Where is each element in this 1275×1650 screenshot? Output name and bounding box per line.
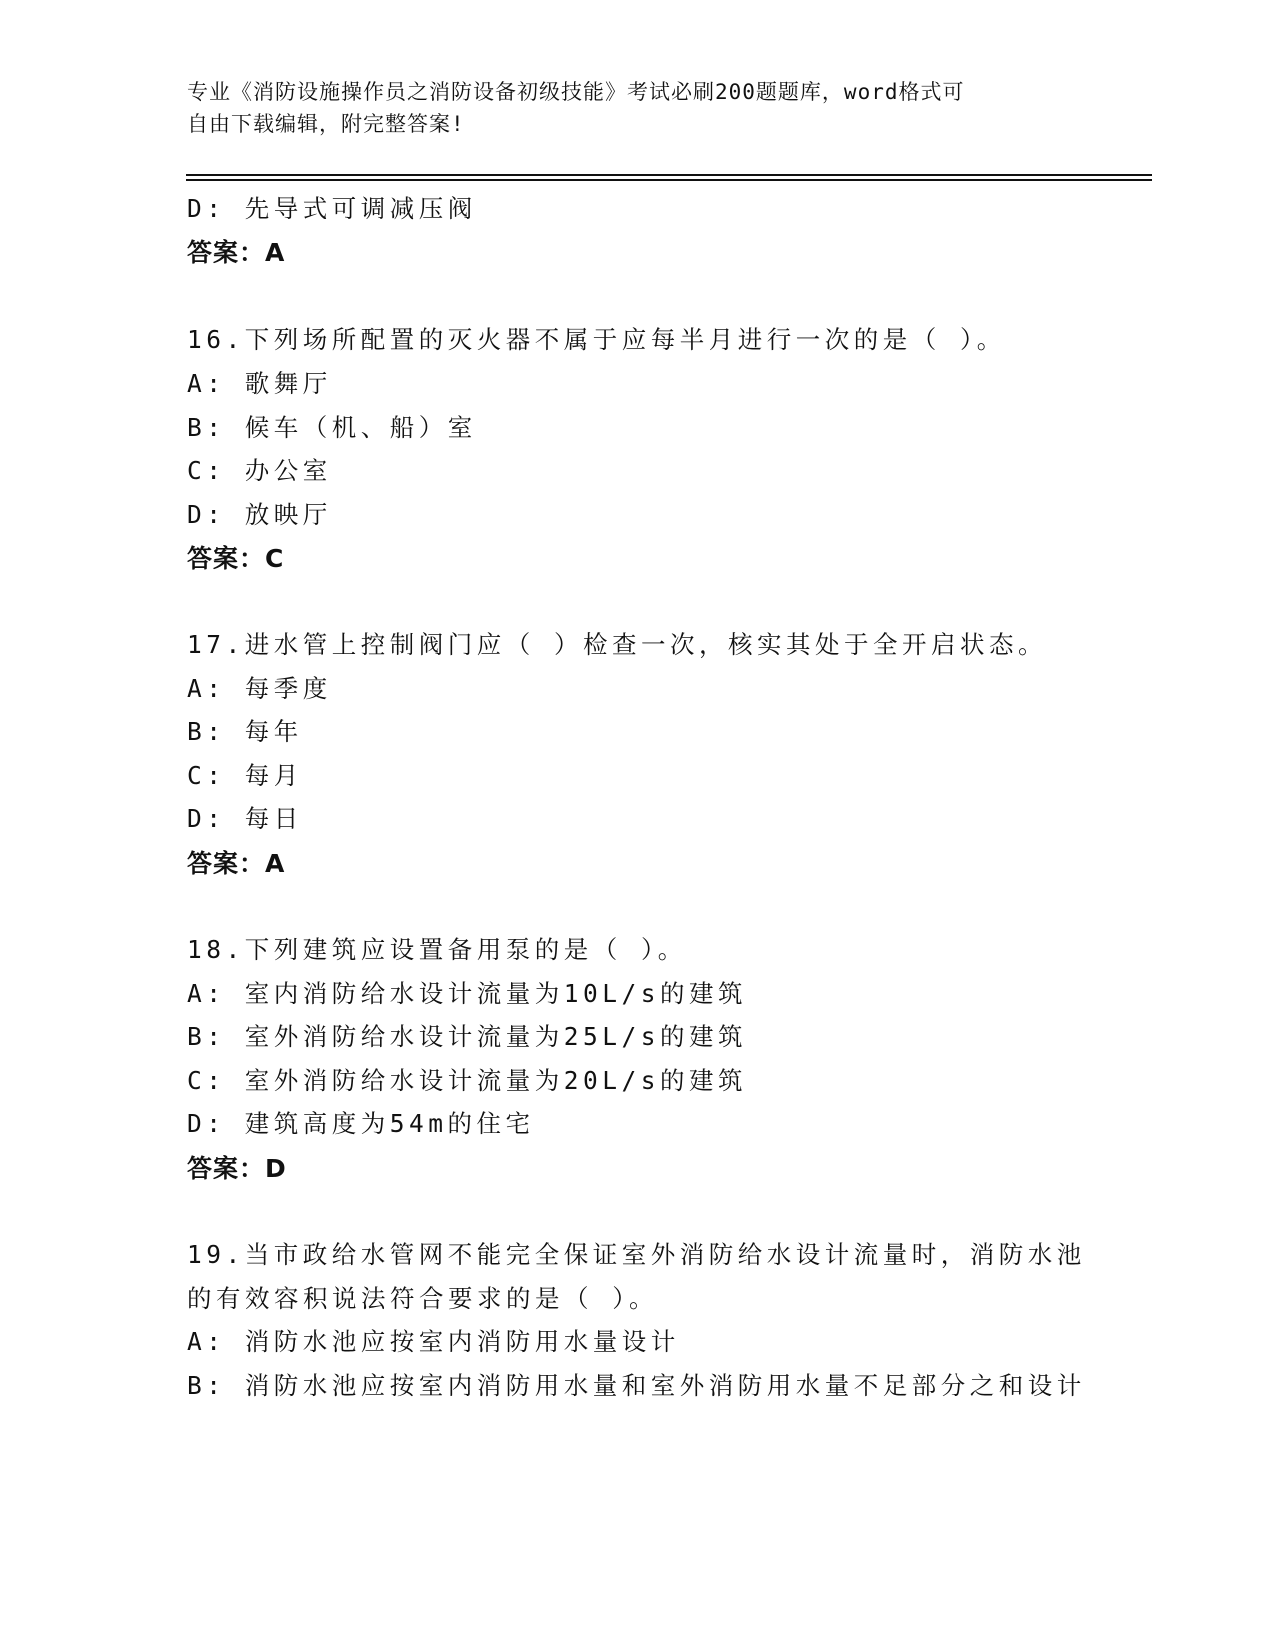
header-title-line-1: 专业《消防设施操作员之消防设备初级技能》考试必刷200题题库，word格式可 xyxy=(187,80,965,104)
q16-option-c: C: 办公室 xyxy=(187,456,332,485)
q17-option-d: D: 每日 xyxy=(187,804,303,833)
q19-option-a: A: 消防水池应按室内消防用水量设计 xyxy=(187,1327,680,1356)
q19-option-b: B: 消防水池应按室内消防用水量和室外消防用水量不足部分之和设计 xyxy=(187,1371,1086,1400)
header-rule-bottom xyxy=(186,179,1152,181)
header-rule-top xyxy=(186,174,1152,176)
q18-option-a: A: 室内消防给水设计流量为10L/s的建筑 xyxy=(187,979,748,1008)
q18-option-d: D: 建筑高度为54m的住宅 xyxy=(187,1109,535,1138)
q17-option-c: C: 每月 xyxy=(187,761,303,790)
q19-stem-line-2: 的有效容积说法符合要求的是（ ）。 xyxy=(187,1284,658,1313)
header-title-line-2: 自由下载编辑，附完整答案! xyxy=(187,112,465,136)
q16-option-d: D: 放映厅 xyxy=(187,500,332,529)
q18-option-b: B: 室外消防给水设计流量为25L/s的建筑 xyxy=(187,1022,748,1051)
prev-answer: 答案：A xyxy=(187,238,286,267)
q16-option-b: B: 候车（机、船）室 xyxy=(187,413,477,442)
q18-stem: 18.下列建筑应设置备用泵的是（ ）。 xyxy=(187,935,687,964)
q17-option-a: A: 每季度 xyxy=(187,674,332,703)
q16-stem: 16.下列场所配置的灭火器不属于应每半月进行一次的是（ ）。 xyxy=(187,325,1006,354)
q19-stem-line-1: 19.当市政给水管网不能完全保证室外消防给水设计流量时，消防水池 xyxy=(187,1240,1086,1269)
q16-answer: 答案：C xyxy=(187,544,285,573)
q18-option-c: C: 室外消防给水设计流量为20L/s的建筑 xyxy=(187,1066,748,1095)
q17-answer: 答案：A xyxy=(187,849,286,878)
q17-option-b: B: 每年 xyxy=(187,717,303,746)
q18-answer: 答案：D xyxy=(187,1154,287,1183)
prev-option-d: D: 先导式可调减压阀 xyxy=(187,194,477,223)
q16-option-a: A: 歌舞厅 xyxy=(187,369,332,398)
q17-stem: 17.进水管上控制阀门应（ ）检查一次，核实其处于全开启状态。 xyxy=(187,630,1047,659)
